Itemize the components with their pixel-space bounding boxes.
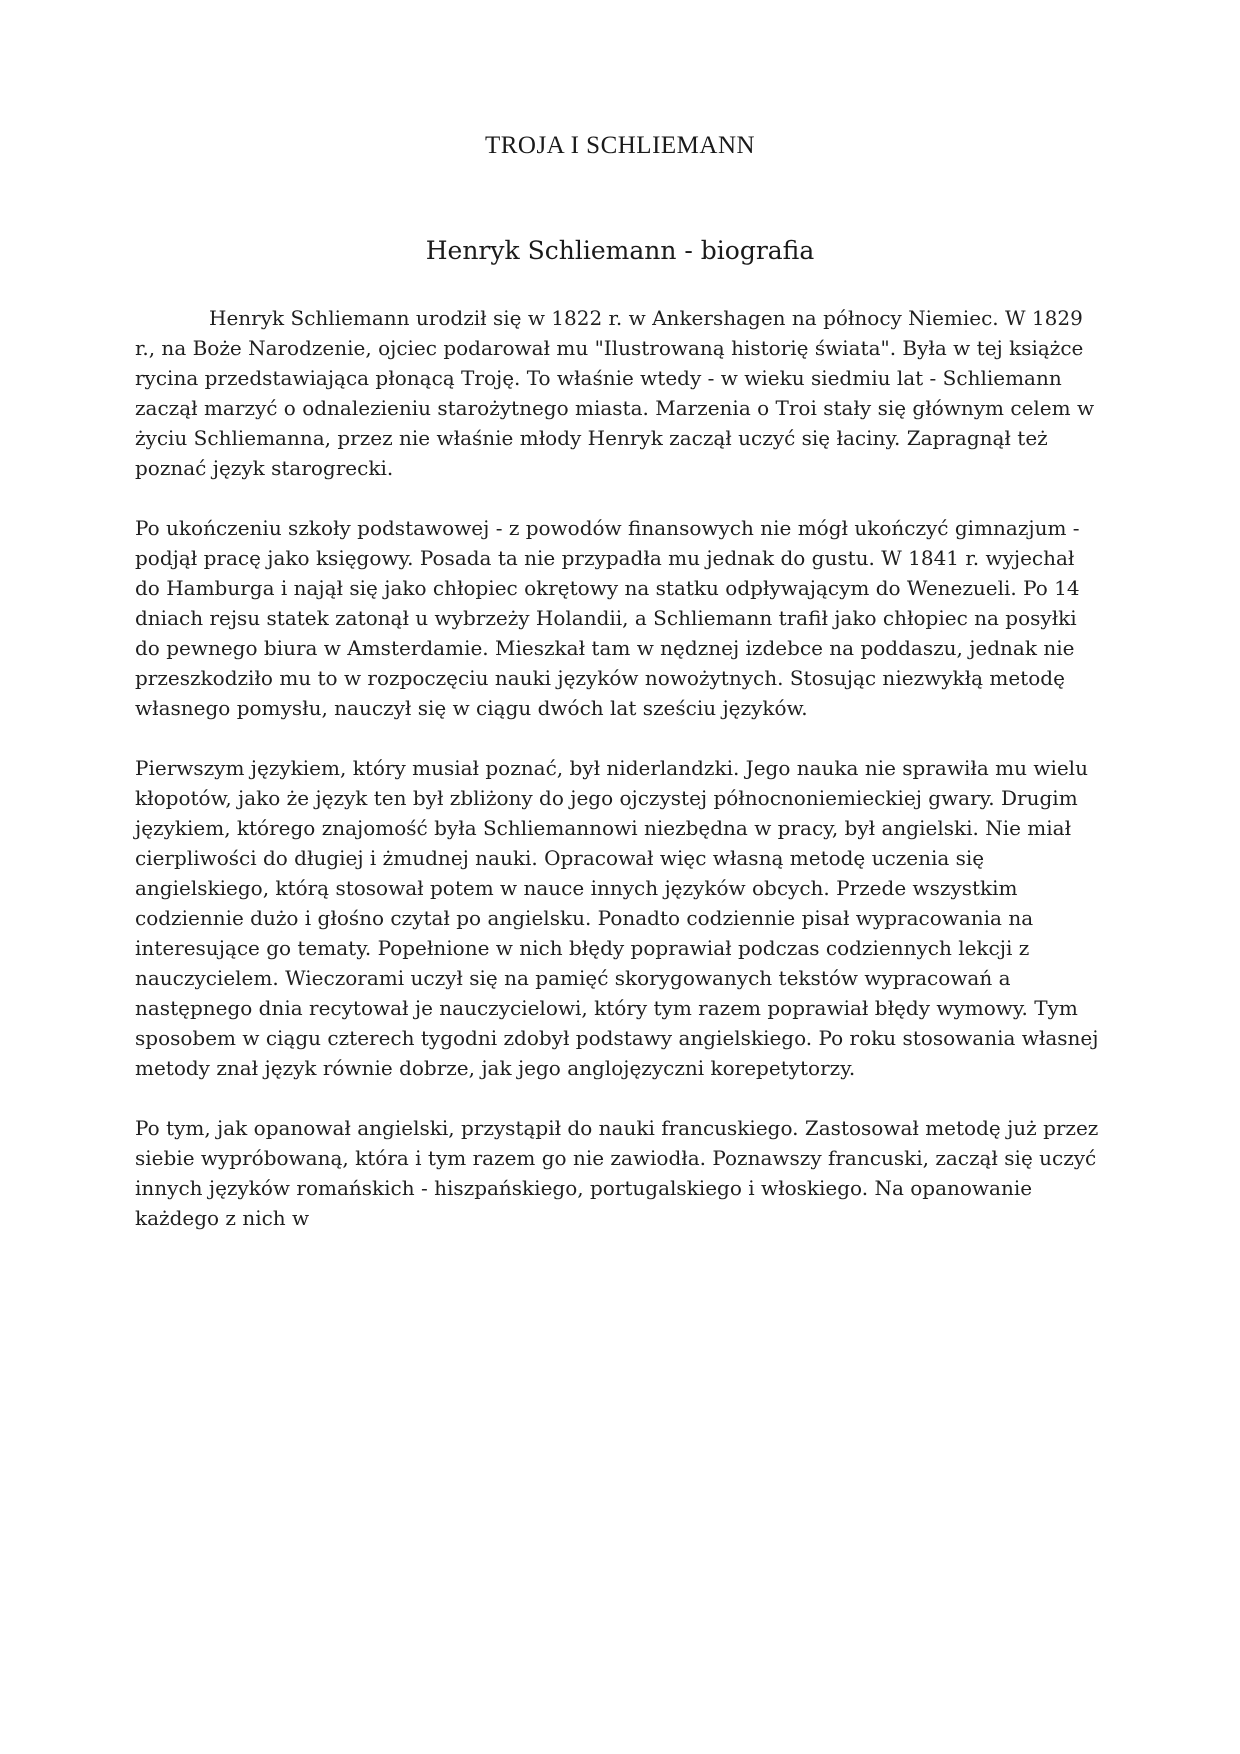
paragraph-language-learning: Pierwszym językiem, który musiał poznać, był niderlandzki. Jego nauka nie sprawiła mu wielu kłopotów, jako że język ten był zbliżony do jego ojczystej północnoniemieckiej gwary. Drugim językiem, którego znajomość była Schliemannowi niezbędna w pracy, był angielski. Nie miał cierpliwości do długiej i żmudnej nauki. Opracował więc własną metodę uczenia się angielskiego, którą stosował potem w nauce innych języków obcych. Przede wszystkim codziennie dużo i głośno czytał po angielsku. Ponadto codziennie pisał wypracowania na interesujące go tematy. Popełnione w nich błędy poprawiał podczas codziennych lekcji z nauczycielem. Wieczorami uczył się na pamięć skorygowanych tekstów wypracowań a następnego dnia recytował je nauczycielowi, który tym razem poprawiał błędy wymowy. Tym sposobem w ciągu czterech tygodni zdobył podstawy angielskiego. Po roku stosowania własnej metody znał język równie dobrze, jak jego anglojęzyczni korepetytorzy.	[135, 756, 1099, 1080]
paragraph-french-romance-languages: Po tym, jak opanował angielski, przystąpił do nauki francuskiego. Zastosował metodę już przez siebie wypróbowaną, która i tym razem go nie zawiodła. Poznawszy francuski, zaczął się uczyć innych języków romańskich - hiszpańskiego, portugalskiego i włoskiego. Na opanowanie każdego z nich w	[135, 1116, 1099, 1230]
paragraph-biography-intro: Henryk Schliemann urodził się w 1822 r. w Ankershagen na północy Niemiec. W 1829 r., na Boże Narodzenie, ojciec podarował mu "Ilustrowaną historię świata". Była w tej książce rycina przedstawiająca płonącą Troję. To właśnie wtedy - w wieku siedmiu lat - Schliemann zaczął marzyć o odnalezieniu starożytnego miasta. Marzenia o Troi stały się głównym celem w życiu Schliemanna, przez nie właśnie młody Henryk zaczął uczyć się łaciny. Zapragnął też poznać język starogrecki.	[135, 306, 1095, 480]
document-title: TROJA I SCHLIEMANN	[484, 132, 756, 159]
document-subtitle: Henryk Schliemann - biografia	[425, 236, 815, 265]
paragraph-early-career: Po ukończeniu szkoły podstawowej - z powodów finansowych nie mógł ukończyć gimnazjum - podjął pracę jako księgowy. Posada ta nie przypadła mu jednak do gustu. W 1841 r. wyjechał do Hamburga i najął się jako chłopiec okrętowy na statku odpływającym do Wenezueli. Po 14 dniach rejsu statek zatonął u wybrzeży Holandii, a Schliemann trafił jako chłopiec na posyłki do pewnego biura w Amsterdamie. Mieszkał tam w nędznej izdebce na poddaszu, jednak nie przeszkodziło mu to w rozpoczęciu nauki języków nowożytnych. Stosując niezwykłą metodę własnego pomysłu, nauczył się w ciągu dwóch lat sześciu języków.	[135, 516, 1080, 720]
